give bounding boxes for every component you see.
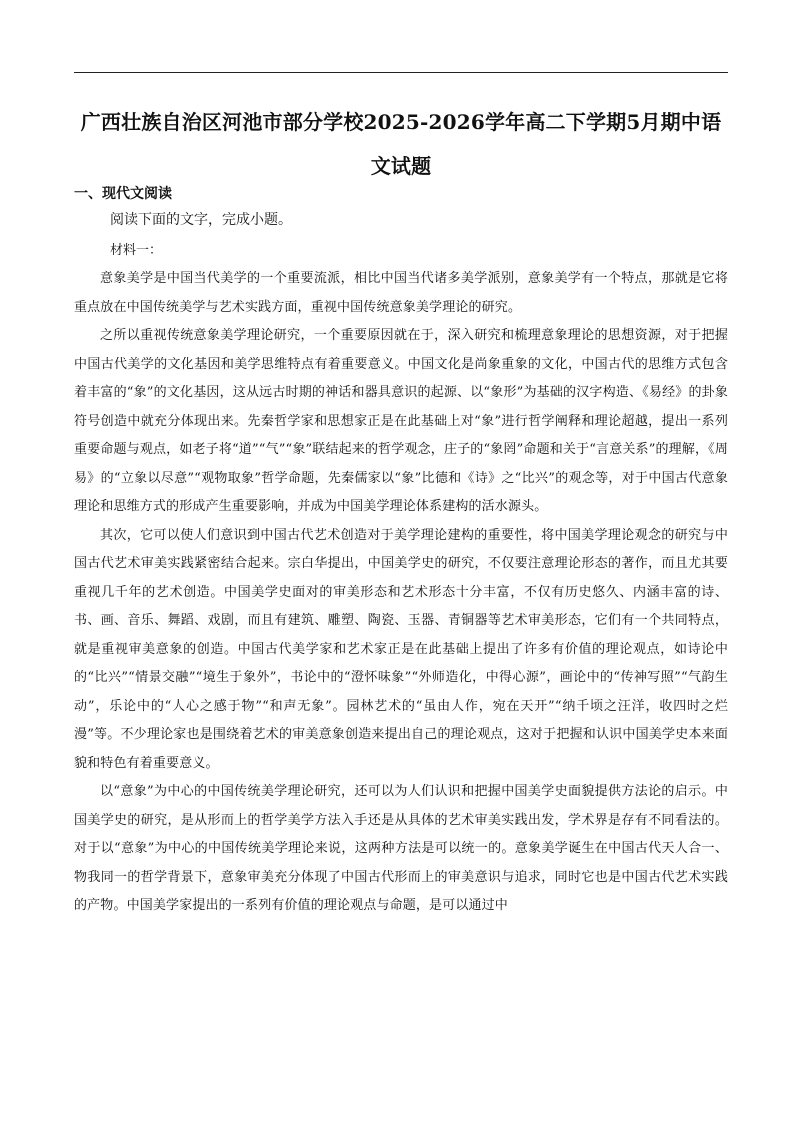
paragraph: 之所以重视传统意象美学理论研究，一个重要原因就在于，深入研究和梳理意象理论的思想资源，对于把握中国古代美学的文化基因和美学思维特点有着重要意义。中国文化是尚象重象的文化，中国古代的思维方式包含着丰富的“象”的文化基因，这从远古时期的神话和器具意识的起源、以“象形”为基础的汉字构造、《易经》的卦象符号创造中就充分体现出来。先秦哲学家和思想家正是在此基础上对“象”进行哲学阐释和理论超越，提出一系列重要命题与观点，如老子将“道”“气”“象”联结起来的哲学观念，庄子的“象罔”命题和关于“言意关系”的理解，《周易》的“立象以尽意”“观物取象”哲学命题，先秦儒家以“象”比德和《诗》之“比兴”的观念等，对于中国古代意象理论和思维方式的形成产生重要影响，并成为中国美学理论体系建构的活水源头。 bbox=[74, 328, 728, 514]
paragraph: 其次，它可以使人们意识到中国古代艺术创造对于美学理论建构的重要性，将中国美学理论观念的研究与中国古代艺术审美实践紧密结合起来。宗白华提出，中国美学史的研究，不仅要注意理论形态的著作，而且尤其要重视几千年的艺术创造。中国美学史面对的审美形态和艺术形态十分丰富，不仅有历史悠久、内涵丰富的诗、书、画、音乐、舞蹈、戏剧，而且有建筑、雕塑、陶瓷、玉器、青铜器等艺术审美形态，它们有一个共同特点，就是重视审美意象的创造。中国古代美学家和艺术家正是在此基础上提出了许多有价值的理论观点，如诗论中的“比兴”“情景交融”“境生于象外”，书论中的“澄怀味象”“外师造化，中得心源”，画论中的“传神写照”“气韵生动”，乐论中的“人心之感于物”“和声无象”。园林艺术的“虽由人作，宛在天开”“纳千顷之汪洋，收四时之烂漫”等。不少理论家也是围绕着艺术的审美意象创造来提出自己的理论观点，这对于把握和认识中国美学史本来面貌和特色有着重要意义。 bbox=[74, 527, 728, 771]
material-label: 材料一： bbox=[110, 243, 163, 258]
paragraph: 意象美学是中国当代美学的一个重要流派，相比中国当代诸多美学派别，意象美学有一个特点，那就是它将重点放在中国传统美学与艺术实践方面，重视中国传统意象美学理论的研究。 bbox=[74, 271, 728, 315]
top-divider bbox=[74, 72, 728, 73]
document-title: 广西壮族自治区河池市部分学校2025-2026学年高二下学期5月期中语文试题 bbox=[80, 110, 722, 178]
reading-instruction: 阅读下面的文字，完成小题。 bbox=[110, 212, 292, 228]
article-body bbox=[74, 265, 728, 921]
paragraph: 以“意象”为中心的中国传统美学理论研究，还可以为人们认识和把握中国美学史面貌提供方法论的启示。中国美学史的研究，是从形而上的哲学美学方法入手还是从具体的艺术审美实践出发，学术界是存有不同看法的。对于以“意象”为中心的中国传统美学理论来说，这两种方法是可以统一的。意象美学诞生在中国古代天人合一、物我同一的哲学背景下，意象审美充分体现了中国古代形而上的审美意识与追求，同时它也是中国古代艺术实践的产物。中国美学家提出的一系列有价值的理论观点与命题，是可以通过中 bbox=[74, 784, 728, 913]
section-heading: 一、现代文阅读 bbox=[74, 186, 172, 202]
